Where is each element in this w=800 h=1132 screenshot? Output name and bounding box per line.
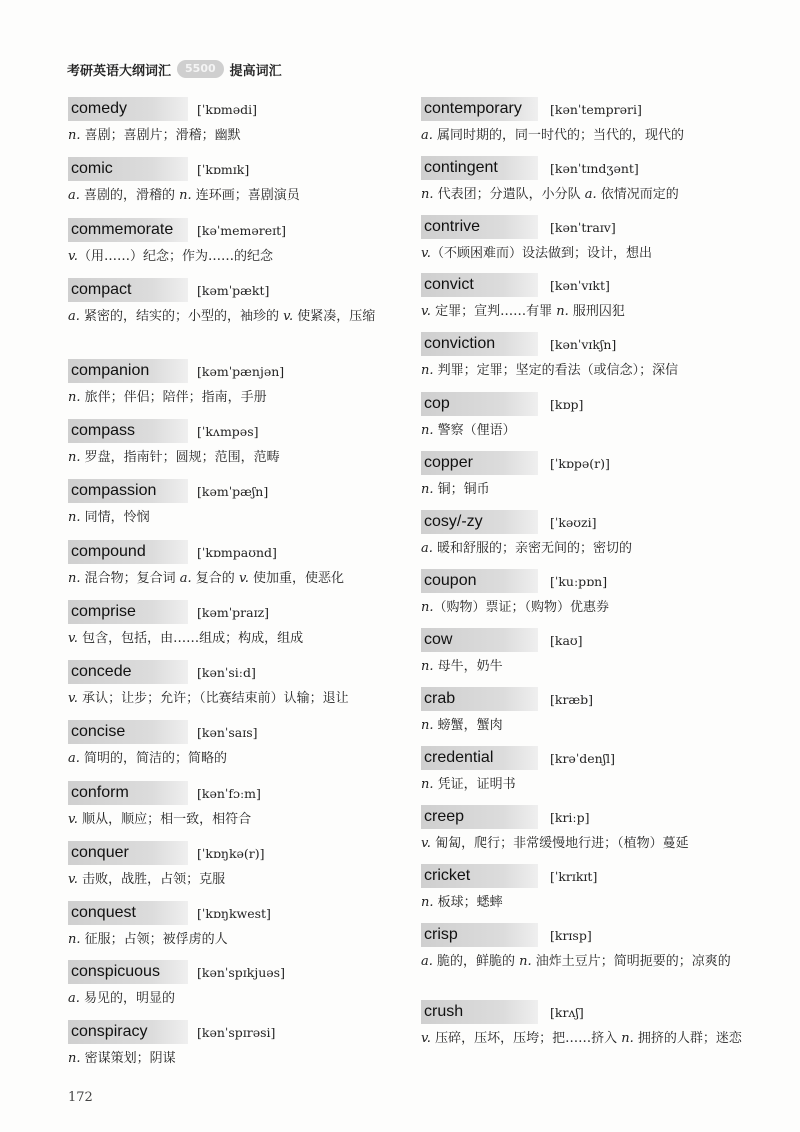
- part-of-speech: a.: [179, 571, 192, 586]
- entry-head: [421, 923, 751, 947]
- part-of-speech: v.: [68, 631, 78, 646]
- headword: creep: [421, 805, 538, 829]
- headword: conquest: [68, 901, 188, 925]
- headword: convict: [421, 273, 538, 297]
- phonetic: [ˈkɒŋkwest]: [197, 905, 271, 921]
- vocab-entry: [68, 157, 388, 206]
- part-of-speech: n.: [68, 390, 81, 405]
- vocab-entry: [68, 720, 388, 769]
- part-of-speech: n.: [68, 932, 81, 947]
- header-badge: 5500: [177, 60, 224, 78]
- part-of-speech: a.: [68, 188, 80, 203]
- vocab-entry: [68, 1020, 388, 1069]
- page-header: [67, 58, 282, 80]
- part-of-speech: n.: [421, 363, 434, 378]
- definition: a. 属同时期的，同一时代的；当代的，现代的: [421, 128, 685, 143]
- phonetic: [kənˈvɪkt]: [550, 277, 610, 293]
- part-of-speech: v.: [68, 249, 78, 264]
- part-of-speech: n.: [421, 600, 434, 615]
- part-of-speech: n.: [556, 304, 569, 319]
- part-of-speech: v.: [421, 246, 431, 261]
- definition: a. 暖和舒服的；亲密无间的；密切的: [421, 541, 633, 556]
- part-of-speech: a.: [68, 991, 80, 1006]
- phonetic: [kəmˈpraɪz]: [197, 604, 270, 620]
- phonetic: [ˈkɒmədi]: [197, 101, 258, 117]
- headword: conspicuous: [68, 960, 188, 984]
- entry-head: [421, 332, 751, 356]
- phonetic: [krʌʃ]: [550, 1004, 584, 1020]
- entry-head: [68, 841, 388, 865]
- definition: n. 喜剧；喜剧片；滑稽；幽默: [68, 128, 241, 143]
- definition: a. 脆的，鲜脆的 n. 油炸土豆片；简明扼要的；凉爽的: [421, 954, 731, 969]
- definition: a. 易见的，明显的: [68, 991, 176, 1006]
- phonetic: [kənˈsaɪs]: [197, 724, 258, 740]
- phonetic: [ˈkʌmpəs]: [197, 423, 259, 439]
- definition: n. 凭证，证明书: [421, 777, 516, 792]
- part-of-speech: v.: [283, 309, 294, 324]
- headword: compound: [68, 540, 188, 564]
- vocab-entry: [68, 540, 388, 589]
- headword: crab: [421, 687, 538, 711]
- headword: conform: [68, 781, 188, 805]
- definition: n. 密谋策划；阴谋: [68, 1051, 176, 1066]
- part-of-speech: n.: [421, 482, 434, 497]
- entry-head: [68, 97, 388, 121]
- entry-head: [68, 720, 388, 744]
- headword: comedy: [68, 97, 188, 121]
- entry-head: [68, 540, 388, 564]
- phonetic: [krəˈdenʃl]: [550, 750, 615, 766]
- headword: cop: [421, 392, 538, 416]
- phonetic: [krɪsp]: [550, 927, 592, 943]
- vocab-entry: [421, 805, 751, 854]
- entry-head: [68, 157, 388, 181]
- entry-head: [421, 215, 751, 239]
- phonetic: [kræb]: [550, 691, 594, 707]
- part-of-speech: n.: [519, 954, 532, 969]
- phonetic: [ˈkɒpə(r)]: [550, 455, 610, 471]
- entry-head: [421, 392, 751, 416]
- phonetic: [ˈkɒmɪk]: [197, 161, 250, 177]
- part-of-speech: a.: [421, 128, 433, 143]
- definition: v.（用……）纪念；作为……的纪念: [68, 249, 273, 264]
- vocab-entry: [68, 97, 388, 146]
- definition: a. 紧密的，结实的；小型的，袖珍的 v. 使紧凑，压缩: [68, 309, 376, 324]
- part-of-speech: v.: [238, 571, 249, 586]
- part-of-speech: v.: [68, 691, 78, 706]
- part-of-speech: a.: [68, 751, 80, 766]
- part-of-speech: n.: [421, 895, 434, 910]
- definition: n. 旅伴；伴侣；陪伴；指南，手册: [68, 390, 267, 405]
- vocab-entry: [421, 510, 751, 559]
- part-of-speech: a.: [584, 187, 597, 202]
- phonetic: [kənˈtɪndʒənt]: [550, 160, 639, 176]
- part-of-speech: n.: [68, 128, 81, 143]
- vocab-entry: [68, 960, 388, 1009]
- entry-head: [68, 960, 388, 984]
- part-of-speech: n.: [421, 777, 434, 792]
- definition: n.（购物）票证；（购物）优惠券: [421, 600, 610, 615]
- part-of-speech: v.: [421, 836, 431, 851]
- part-of-speech: n.: [68, 450, 81, 465]
- definition: n. 螃蟹，蟹肉: [421, 718, 503, 733]
- definition: a. 喜剧的，滑稽的 n. 连环画；喜剧演员: [68, 188, 300, 203]
- headword: copper: [421, 451, 538, 475]
- definition: v. 包含，包括，由……组成；构成，组成: [68, 631, 304, 646]
- entry-head: [421, 156, 751, 180]
- part-of-speech: n.: [421, 187, 434, 202]
- entry-head: [68, 479, 388, 503]
- entry-head: [421, 746, 751, 770]
- vocab-entry: [421, 864, 751, 913]
- vocab-entry: [421, 392, 751, 441]
- entry-head: [421, 97, 751, 121]
- phonetic: [ˈkəʊzi]: [550, 514, 597, 530]
- part-of-speech: n.: [421, 423, 434, 438]
- vocab-entry: [421, 273, 751, 322]
- headword: conviction: [421, 332, 538, 356]
- vocab-entry: [68, 359, 388, 408]
- vocab-entry: [68, 600, 388, 649]
- headword: coupon: [421, 569, 538, 593]
- part-of-speech: a.: [68, 309, 80, 324]
- vocab-entry: [68, 278, 388, 327]
- vocab-entry: [421, 451, 751, 500]
- headword: credential: [421, 746, 538, 770]
- entry-head: [421, 687, 751, 711]
- headword: commemorate: [68, 218, 188, 242]
- definition: v. 承认；让步；允许；（比赛结束前）认输；退让: [68, 691, 349, 706]
- headword: concede: [68, 660, 188, 684]
- definition: n. 征服；占领；被俘虏的人: [68, 932, 228, 947]
- part-of-speech: n.: [421, 659, 434, 674]
- definition: n. 代表团；分遣队，小分队 a. 依情况而定的: [421, 187, 679, 202]
- definition: v.（不顾困难而）设法做到；设计，想出: [421, 246, 652, 261]
- phonetic: [kəˈmeməreɪt]: [197, 222, 287, 238]
- headword: cosy/-zy: [421, 510, 538, 534]
- headword: contrive: [421, 215, 538, 239]
- entry-head: [421, 628, 751, 652]
- entry-head: [68, 660, 388, 684]
- definition: v. 顺从，顺应；相一致，相符合: [68, 812, 252, 827]
- part-of-speech: n.: [179, 188, 192, 203]
- definition: n. 混合物；复合词 a. 复合的 v. 使加重，使恶化: [68, 571, 345, 586]
- vocab-entry: [421, 215, 751, 264]
- definition: n. 同情，怜悯: [68, 510, 150, 525]
- entry-head: [68, 901, 388, 925]
- entry-head: [421, 510, 751, 534]
- vocab-entry: [68, 479, 388, 528]
- vocab-entry: [421, 1000, 751, 1049]
- entry-head: [421, 805, 751, 829]
- vocab-entry: [68, 781, 388, 830]
- headword: comic: [68, 157, 188, 181]
- headword: contingent: [421, 156, 538, 180]
- definition: n. 判罪；定罪；坚定的看法（或信念）；深信: [421, 363, 679, 378]
- entry-head: [68, 600, 388, 624]
- definition: v. 匍匐，爬行；非常缓慢地行进；（植物）蔓延: [421, 836, 689, 851]
- part-of-speech: n.: [68, 1051, 81, 1066]
- vocab-entry: [421, 628, 751, 677]
- entry-head: [421, 451, 751, 475]
- vocab-entry: [421, 569, 751, 618]
- entry-head: [68, 419, 388, 443]
- entry-head: [421, 864, 751, 888]
- phonetic: [kənˈvɪkʃn]: [550, 336, 617, 352]
- phonetic: [ˈkɒŋkə(r)]: [197, 845, 265, 861]
- headword: compass: [68, 419, 188, 443]
- headword: concise: [68, 720, 188, 744]
- entry-head: [421, 273, 751, 297]
- phonetic: [kənˈtraɪv]: [550, 219, 616, 235]
- phonetic: [kənˈspɪkjuəs]: [197, 964, 285, 980]
- phonetic: [kaʊ]: [550, 632, 583, 648]
- part-of-speech: n.: [421, 718, 434, 733]
- entry-head: [68, 781, 388, 805]
- vocab-entry: [68, 901, 388, 950]
- entry-head: [68, 359, 388, 383]
- vocab-entry: [421, 97, 751, 146]
- entry-head: [68, 218, 388, 242]
- vocab-entry: [421, 332, 751, 381]
- definition: n. 铜；铜币: [421, 482, 490, 497]
- vocab-entry: [68, 660, 388, 709]
- phonetic: [kɒp]: [550, 396, 584, 412]
- headword: comprise: [68, 600, 188, 624]
- vocab-entry: [68, 841, 388, 890]
- vocab-entry: [421, 923, 751, 972]
- phonetic: [ˈkɒmpaʊnd]: [197, 544, 277, 560]
- phonetic: [kriːp]: [550, 809, 590, 825]
- phonetic: [kəmˈpækt]: [197, 282, 270, 298]
- part-of-speech: a.: [421, 541, 433, 556]
- entry-head: [421, 569, 751, 593]
- phonetic: [kəmˈpænjən]: [197, 363, 285, 379]
- headword: companion: [68, 359, 188, 383]
- definition: n. 警察（俚语）: [421, 423, 516, 438]
- phonetic: [ˈkrɪkɪt]: [550, 868, 598, 884]
- header-title: 考研英语大纲词汇: [67, 63, 172, 79]
- headword: compassion: [68, 479, 188, 503]
- headword: cricket: [421, 864, 538, 888]
- definition: v. 压碎，压坏，压垮；把……挤入 n. 拥挤的人群；迷恋: [421, 1031, 742, 1046]
- headword: contemporary: [421, 97, 538, 121]
- part-of-speech: v.: [421, 1031, 431, 1046]
- definition: n. 罗盘，指南针；圆规；范围，范畴: [68, 450, 280, 465]
- page-number: 172: [68, 1090, 93, 1105]
- phonetic: [kəmˈpæʃn]: [197, 483, 269, 499]
- part-of-speech: n.: [68, 571, 81, 586]
- part-of-speech: v.: [68, 812, 78, 827]
- vocab-entry: [421, 746, 751, 795]
- definition: n. 母牛，奶牛: [421, 659, 503, 674]
- entry-head: [68, 278, 388, 302]
- definition: v. 击败，战胜，占领；克服: [68, 872, 226, 887]
- part-of-speech: v.: [68, 872, 78, 887]
- headword: crisp: [421, 923, 538, 947]
- headword: crush: [421, 1000, 538, 1024]
- definition: n. 板球；蟋蟀: [421, 895, 503, 910]
- phonetic: [kənˈtemprəri]: [550, 101, 642, 117]
- part-of-speech: v.: [421, 304, 431, 319]
- part-of-speech: n.: [68, 510, 81, 525]
- phonetic: [kənˈsiːd]: [197, 664, 256, 680]
- vocab-entry: [68, 419, 388, 468]
- part-of-speech: a.: [421, 954, 433, 969]
- headword: compact: [68, 278, 188, 302]
- headword: conspiracy: [68, 1020, 188, 1044]
- vocab-entry: [421, 156, 751, 205]
- headword: cow: [421, 628, 538, 652]
- entry-head: [68, 1020, 388, 1044]
- phonetic: [ˈkuːpɒn]: [550, 573, 608, 589]
- headword: conquer: [68, 841, 188, 865]
- phonetic: [kənˈspɪrəsi]: [197, 1024, 276, 1040]
- entry-head: [421, 1000, 751, 1024]
- part-of-speech: n.: [621, 1031, 634, 1046]
- definition: v. 定罪；宣判……有罪 n. 服刑囚犯: [421, 304, 625, 319]
- vocab-entry: [421, 687, 751, 736]
- definition: a. 简明的，简洁的；简略的: [68, 751, 228, 766]
- phonetic: [kənˈfɔːm]: [197, 785, 261, 801]
- header-subtitle: 提高词汇: [229, 63, 282, 79]
- vocab-entry: [68, 218, 388, 267]
